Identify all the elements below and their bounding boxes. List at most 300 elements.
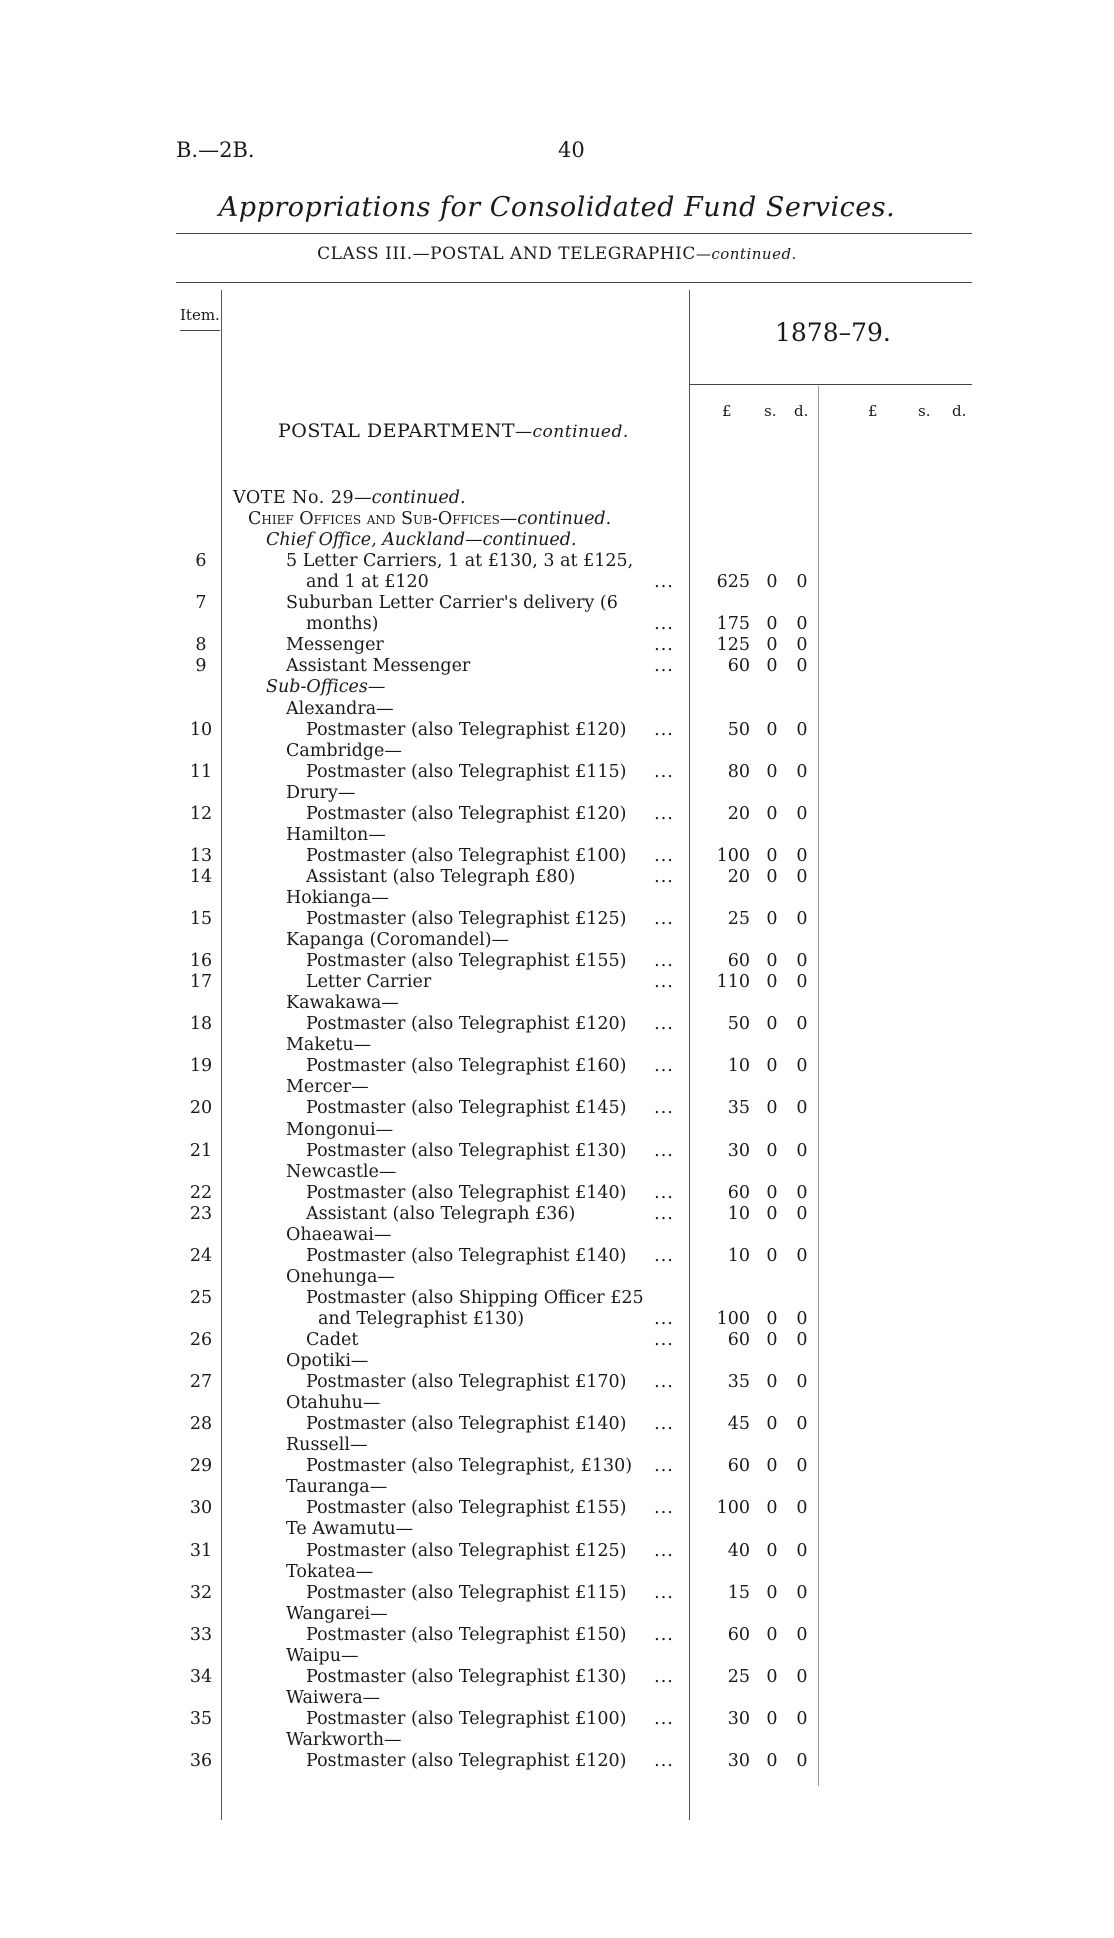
item-column-header: Item.: [180, 306, 220, 324]
row-text: Sub-Offices—: [266, 677, 386, 698]
amount-pounds: 175: [716, 614, 750, 635]
leader-dots: ...: [654, 1498, 674, 1519]
amount-shillings: 0: [766, 1140, 778, 1161]
leader-dots: ...: [654, 572, 674, 593]
table-row: [0, 846, 1114, 866]
row-description: [306, 720, 627, 740]
amount-pounds: 50: [727, 1014, 750, 1035]
row-text: Cambridge—: [286, 740, 402, 761]
row-text: Russell—: [286, 1435, 368, 1456]
amount-pounds: 35: [727, 1098, 750, 1119]
amount-shillings: 0: [766, 761, 778, 782]
row-description: [286, 1562, 373, 1582]
item-number: 9: [195, 656, 207, 677]
table-row: [0, 762, 1114, 782]
row-description: [286, 1225, 391, 1245]
amount-pounds: 25: [727, 909, 750, 929]
table-row: [0, 1625, 1114, 1645]
row-text-suffix: —continued.: [465, 530, 577, 551]
leader-dots: ...: [654, 1182, 674, 1203]
amount-shillings: 0: [766, 1308, 778, 1329]
amount-pence: 0: [796, 866, 808, 887]
table-row: [0, 720, 1114, 740]
leader-dots: ...: [654, 1203, 674, 1224]
row-description: [286, 1646, 358, 1666]
amount-shillings: 0: [766, 1014, 778, 1035]
leader-dots: ...: [654, 1308, 674, 1329]
row-description: [306, 1330, 358, 1350]
table-row: [0, 1709, 1114, 1729]
amount-shillings: 0: [766, 572, 778, 593]
amount-shillings: 0: [766, 951, 778, 972]
row-description: [286, 656, 470, 676]
amount-pence: 0: [796, 1708, 808, 1729]
row-text: 5 Letter Carriers, 1 at £130, 3 at £125,: [286, 551, 634, 572]
row-text: Drury—: [286, 782, 356, 803]
item-number: 7: [195, 593, 207, 614]
row-text: Letter Carrier: [306, 972, 432, 993]
row-description: [286, 1035, 371, 1055]
row-description: [306, 1372, 627, 1392]
table-row: [0, 677, 1114, 697]
row-description: [306, 1541, 627, 1561]
row-text: and Telegraphist £130): [318, 1308, 525, 1329]
amount-pence: 0: [796, 1666, 808, 1687]
table-row: [0, 1225, 1114, 1245]
row-text: Postmaster (also Telegraphist £160): [306, 1056, 627, 1077]
amount-pence: 0: [796, 972, 808, 993]
row-text: Chief Offices and Sub-Offices: [248, 509, 500, 530]
class-title-text: CLASS III.—POSTAL AND TELEGRAPHIC: [317, 244, 696, 264]
table-row: [0, 1098, 1114, 1118]
amount-shillings: 0: [766, 1540, 778, 1561]
row-description: [266, 677, 385, 697]
amount-pounds: 60: [727, 1182, 750, 1203]
table-row: [0, 1541, 1114, 1561]
row-text: Postmaster (also Telegraphist £115): [306, 761, 627, 782]
amount-pence: 0: [796, 1330, 808, 1350]
item-number: 34: [189, 1666, 213, 1687]
table-row: [0, 1498, 1114, 1518]
amount-pence: 0: [796, 1308, 808, 1329]
item-number: 30: [189, 1498, 213, 1519]
leader-dots: ...: [654, 1456, 674, 1477]
title-rule: [176, 233, 972, 234]
row-text: Postmaster (also Telegraphist £120): [306, 1014, 627, 1035]
row-text: Mongonui—: [286, 1119, 394, 1140]
row-text-suffix: —continued.: [354, 488, 466, 508]
amount-shillings: 0: [766, 614, 778, 635]
table-row: [0, 1730, 1114, 1750]
row-text: Newcastle—: [286, 1161, 397, 1182]
amount-pounds: 60: [727, 951, 750, 972]
row-description: [286, 551, 633, 571]
item-number: 17: [189, 972, 213, 993]
row-text: Assistant Messenger: [286, 656, 471, 677]
item-number: 14: [189, 866, 213, 887]
row-description: [266, 530, 577, 550]
row-description: [286, 930, 509, 950]
amount-pence: 0: [796, 1540, 808, 1561]
amount-shillings: 0: [766, 1098, 778, 1119]
row-description: [306, 1183, 627, 1203]
row-text: Postmaster (also Telegraphist £150): [306, 1624, 627, 1645]
table-row: [0, 888, 1114, 908]
row-text: Hamilton—: [286, 824, 386, 845]
row-text: Hokianga—: [286, 887, 389, 908]
row-text: Postmaster (also Telegraphist £115): [306, 1582, 627, 1603]
page-number: 40: [558, 138, 585, 162]
table-row: [0, 909, 1114, 929]
amount-pence: 0: [796, 1056, 808, 1077]
row-description: [306, 1414, 627, 1434]
col2-shillings-header: s.: [918, 402, 931, 420]
row-text: Alexandra—: [286, 698, 394, 719]
table-row: [0, 1372, 1114, 1392]
leader-dots: ...: [654, 803, 674, 824]
amount-pence: 0: [796, 1456, 808, 1477]
leader-dots: ...: [654, 1056, 674, 1077]
leader-dots: ...: [654, 656, 674, 677]
table-row: [0, 530, 1114, 550]
amount-pounds: 25: [727, 1666, 750, 1687]
row-description: [286, 1477, 387, 1497]
amount-pounds: 40: [727, 1540, 750, 1561]
row-text: Assistant (also Telegraph £36): [306, 1203, 576, 1224]
row-text: Postmaster (also Telegraphist £140): [306, 1245, 627, 1266]
amount-pence: 0: [796, 1372, 808, 1393]
amount-pence: 0: [796, 1098, 808, 1119]
item-number: 24: [189, 1245, 213, 1266]
row-text: months): [306, 614, 379, 635]
amount-shillings: 0: [766, 866, 778, 887]
item-number: 33: [189, 1624, 213, 1645]
row-text: Postmaster (also Telegraphist £130): [306, 1666, 627, 1687]
item-number: 29: [189, 1456, 213, 1477]
amount-shillings: 0: [766, 972, 778, 993]
amount-shillings: 0: [766, 803, 778, 824]
item-number: 6: [195, 551, 207, 572]
row-description: [306, 1288, 644, 1308]
amount-pounds: 60: [727, 1456, 750, 1477]
amount-shillings: 0: [766, 1203, 778, 1224]
leader-dots: ...: [654, 1666, 674, 1687]
amount-shillings: 0: [766, 1498, 778, 1519]
table-row: [0, 1309, 1114, 1329]
row-text: Waiwera—: [286, 1687, 381, 1708]
row-text: Postmaster (also Telegraphist £120): [306, 1751, 627, 1771]
table-row: [0, 488, 1114, 508]
row-description: [248, 509, 611, 529]
leader-dots: ...: [654, 1372, 674, 1393]
row-description: [306, 804, 627, 824]
amount-pounds: 625: [716, 572, 750, 593]
row-description: [306, 1751, 627, 1771]
department-header: [278, 420, 629, 442]
table-row: [0, 1120, 1114, 1140]
leader-dots: ...: [654, 1245, 674, 1266]
leader-dots: ...: [654, 1414, 674, 1435]
item-number: 18: [189, 1014, 213, 1035]
class-title: [0, 244, 1114, 264]
row-text: Postmaster (also Telegraphist £120): [306, 803, 627, 824]
row-description: [306, 1098, 627, 1118]
row-description: [286, 1435, 367, 1455]
item-number: 31: [189, 1540, 213, 1561]
leader-dots: ...: [654, 866, 674, 887]
leader-dots: ...: [654, 1708, 674, 1729]
row-description: [306, 1709, 627, 1729]
table-row: [0, 783, 1114, 803]
table-row: [0, 1583, 1114, 1603]
amount-shillings: 0: [766, 635, 778, 656]
row-text: Postmaster (also Telegraphist £100): [306, 845, 627, 866]
item-number: 21: [189, 1140, 213, 1161]
row-description: [286, 993, 399, 1013]
row-description: [306, 1498, 627, 1518]
amount-pence: 0: [796, 1624, 808, 1645]
table-row: [0, 1604, 1114, 1624]
amount-pence: 0: [796, 909, 808, 929]
item-number: 16: [189, 951, 213, 972]
row-description: [286, 1604, 388, 1624]
amount-pounds: 10: [727, 1056, 750, 1077]
row-description: [306, 1246, 627, 1266]
table-row: [0, 572, 1114, 592]
table-row: [0, 1267, 1114, 1287]
amount-pounds: 20: [727, 866, 750, 887]
row-description: [286, 825, 386, 845]
row-description: [286, 741, 402, 761]
table-row: [0, 509, 1114, 529]
amount-pounds: 125: [716, 635, 750, 656]
amount-pounds: 110: [716, 972, 750, 993]
row-description: [306, 846, 627, 866]
amount-pence: 0: [796, 1140, 808, 1161]
amount-pounds: 50: [727, 719, 750, 740]
leader-dots: ...: [654, 951, 674, 972]
row-description: [286, 635, 384, 655]
amount-shillings: 0: [766, 1372, 778, 1393]
row-text: Postmaster (also Telegraphist £125): [306, 1540, 627, 1561]
table-row: [0, 1035, 1114, 1055]
amount-pence: 0: [796, 1751, 808, 1771]
amount-pence: 0: [796, 951, 808, 972]
table-row: [0, 930, 1114, 950]
leader-dots: ...: [654, 1330, 674, 1350]
item-number: 26: [189, 1330, 213, 1350]
row-description: [286, 1688, 380, 1708]
row-text: Te Awamutu—: [286, 1519, 414, 1540]
row-description: [306, 867, 575, 887]
row-description: [318, 1309, 524, 1329]
table-row: [0, 1204, 1114, 1224]
table-row: [0, 1014, 1114, 1034]
leader-dots: ...: [654, 614, 674, 635]
item-number: 25: [189, 1287, 213, 1308]
table-row: [0, 1162, 1114, 1182]
amount-shillings: 0: [766, 1751, 778, 1771]
item-number: 15: [189, 909, 213, 929]
row-description: [306, 909, 627, 929]
item-number: 10: [189, 719, 213, 740]
item-number: 28: [189, 1414, 213, 1435]
table-row: [0, 1414, 1114, 1434]
row-text: Postmaster (also Telegraphist £155): [306, 951, 627, 972]
row-text: Wangarei—: [286, 1603, 388, 1624]
table-row: [0, 1562, 1114, 1582]
row-text: Postmaster (also Telegraphist, £130): [306, 1456, 633, 1477]
item-number: 22: [189, 1182, 213, 1203]
table-row: [0, 867, 1114, 887]
row-text: Otahuhu—: [286, 1393, 381, 1414]
row-description: [286, 593, 618, 613]
row-text: Tokatea—: [286, 1561, 374, 1582]
row-text: Suburban Letter Carrier's delivery (6: [286, 593, 618, 614]
leader-dots: ...: [654, 1540, 674, 1561]
amount-pounds: 100: [716, 1498, 750, 1519]
table-row: [0, 825, 1114, 845]
amount-pounds: 30: [727, 1751, 750, 1771]
item-number: 8: [195, 635, 207, 656]
leader-dots: ...: [654, 1624, 674, 1645]
leader-dots: ...: [654, 972, 674, 993]
amount-pence: 0: [796, 803, 808, 824]
amount-pence: 0: [796, 656, 808, 677]
row-text: Chief Office, Auckland: [266, 530, 466, 551]
table-row: [0, 1077, 1114, 1097]
row-text: Onehunga—: [286, 1266, 395, 1287]
amount-pounds: 45: [727, 1414, 750, 1435]
row-description: [306, 972, 431, 992]
leader-dots: ...: [654, 909, 674, 929]
row-description: [286, 1120, 393, 1140]
amount-pence: 0: [796, 1498, 808, 1519]
leader-dots: ...: [654, 1098, 674, 1119]
row-text: Kawakawa—: [286, 993, 399, 1014]
row-text: Postmaster (also Telegraphist £140): [306, 1182, 627, 1203]
amount-pence: 0: [796, 719, 808, 740]
row-text: Kapanga (Coromandel)—: [286, 930, 510, 951]
row-text: Postmaster (also Telegraphist £145): [306, 1098, 627, 1119]
table-row: [0, 614, 1114, 634]
amount-pounds: 15: [727, 1582, 750, 1603]
amount-pence: 0: [796, 572, 808, 593]
row-text: Opotiki—: [286, 1351, 369, 1372]
department-suffix: —continued.: [515, 422, 629, 442]
amount-shillings: 0: [766, 1456, 778, 1477]
row-text: Mercer—: [286, 1077, 369, 1098]
leader-dots: ...: [654, 761, 674, 782]
amount-pounds: 60: [727, 1624, 750, 1645]
row-text: Messenger: [286, 635, 384, 656]
table-row: [0, 593, 1114, 613]
row-description: [286, 699, 394, 719]
row-text: Postmaster (also Telegraphist £120): [306, 719, 627, 740]
table-row: [0, 551, 1114, 571]
item-number: 20: [189, 1098, 213, 1119]
year-header-rule: [690, 384, 972, 385]
amount-pounds: 100: [716, 845, 750, 866]
year-header: 1878–79.: [775, 318, 891, 347]
amount-pence: 0: [796, 1245, 808, 1266]
col2-pounds-header: £: [868, 402, 878, 420]
class-title-suffix: —continued.: [695, 245, 797, 263]
row-description: [306, 1056, 627, 1076]
amount-pounds: 30: [727, 1708, 750, 1729]
amount-shillings: 0: [766, 1056, 778, 1077]
row-description: [286, 1351, 368, 1371]
row-description: [286, 1519, 413, 1539]
row-text: Postmaster (also Telegraphist £125): [306, 909, 627, 929]
table-row: [0, 656, 1114, 676]
amount-pounds: 60: [727, 656, 750, 677]
table-row: [0, 1456, 1114, 1476]
table-row: [0, 1393, 1114, 1413]
table-row: [0, 951, 1114, 971]
leader-dots: ...: [654, 719, 674, 740]
row-text: Postmaster (also Shipping Officer £25: [306, 1287, 644, 1308]
row-text: Waipu—: [286, 1645, 359, 1666]
table-row: [0, 1351, 1114, 1371]
table-row: [0, 1477, 1114, 1497]
row-description: [306, 1625, 627, 1645]
amount-shillings: 0: [766, 1666, 778, 1687]
row-description: [306, 1014, 627, 1034]
amount-shillings: 0: [766, 1182, 778, 1203]
amount-pounds: 10: [727, 1245, 750, 1266]
leader-dots: ...: [654, 1582, 674, 1603]
table-row: [0, 1330, 1114, 1350]
row-text: and 1 at £120: [306, 572, 429, 593]
table-row: [0, 1667, 1114, 1687]
row-description: [306, 1141, 627, 1161]
item-header-rule: [180, 330, 220, 331]
amount-shillings: 0: [766, 1624, 778, 1645]
row-text: Postmaster (also Telegraphist £130): [306, 1140, 627, 1161]
amount-pence: 0: [796, 845, 808, 866]
amount-pounds: 10: [727, 1203, 750, 1224]
amount-shillings: 0: [766, 1582, 778, 1603]
item-number: 36: [189, 1751, 213, 1771]
row-text: Postmaster (also Telegraphist £100): [306, 1708, 627, 1729]
row-description: [306, 951, 627, 971]
table-row: [0, 1141, 1114, 1161]
row-description: [286, 783, 355, 803]
col1-shillings-header: s.: [764, 402, 777, 420]
row-description: [306, 1456, 632, 1476]
row-description: [286, 1162, 396, 1182]
table-row: [0, 1688, 1114, 1708]
item-number: 12: [189, 803, 213, 824]
amount-pence: 0: [796, 1582, 808, 1603]
amount-pence: 0: [796, 635, 808, 656]
amount-pence: 0: [796, 614, 808, 635]
row-description: [306, 614, 379, 634]
row-description: [286, 1393, 380, 1413]
table-row: [0, 741, 1114, 761]
table-row: [0, 972, 1114, 992]
amount-pounds: 20: [727, 803, 750, 824]
col2-pence-header: d.: [952, 402, 967, 420]
page-title: Appropriations for Consolidated Fund Services.: [218, 192, 896, 223]
col1-pounds-header: £: [722, 402, 732, 420]
table-row: [0, 699, 1114, 719]
table-row: [0, 993, 1114, 1013]
row-description: [306, 1204, 575, 1224]
amount-pounds: 35: [727, 1372, 750, 1393]
item-number: 27: [189, 1372, 213, 1393]
